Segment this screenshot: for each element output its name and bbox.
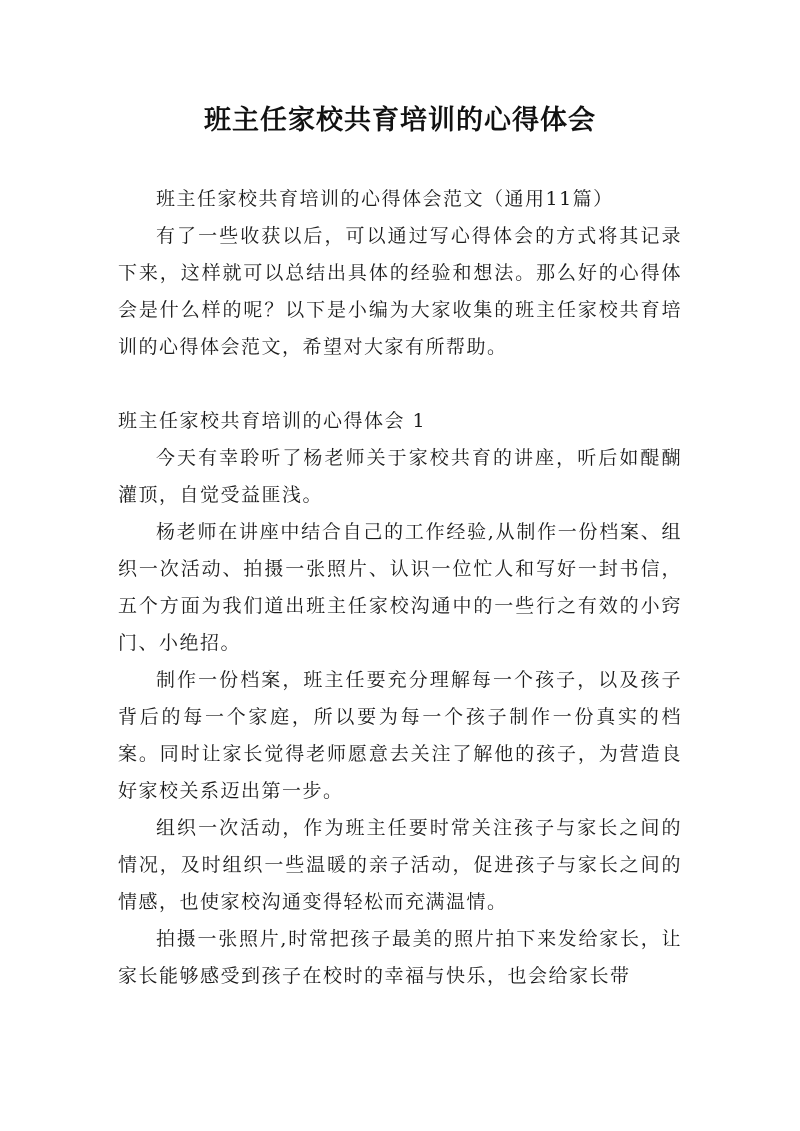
body-paragraph: 拍摄一张照片,时常把孩子最美的照片拍下来发给家长，让家长能够感受到孩子在校时的幸福与快乐，也会给家长带 [118, 928, 682, 987]
intro-heading-paragraph: 班主任家校共育培训的心得体会范文（通用11篇） [156, 188, 614, 210]
body-paragraph: 杨老师在讲座中结合自己的工作经验,从制作一份档案、组织一次活动、拍摄一张照片、认识一位忙人和写好一封书信，五个方面为我们道出班主任家校沟通中的一些行之有效的小窍门、小绝招。 [118, 521, 682, 654]
body-paragraph: 今天有幸聆听了杨老师关于家校共育的讲座，听后如醍醐灌顶，自觉受益匪浅。 [118, 447, 682, 506]
document-title: 班主任家校共育培训的心得体会 [204, 105, 596, 136]
body-paragraph: 组织一次活动，作为班主任要时常关注孩子与家长之间的情况，及时组织一些温暖的亲子活动，促进孩子与家长之间的情感，也使家校沟通变得轻松而充满温情。 [118, 817, 682, 913]
intro-paragraph: 有了一些收获以后，可以通过写心得体会的方式将其记录下来，这样就可以总结出具体的经验和想法。那么好的心得体会是什么样的呢？以下是小编为大家收集的班主任家校共育培训的心得体会范文，希望对大家有所帮助。 [118, 225, 682, 358]
document-body [118, 181, 682, 995]
body-paragraph: 制作一份档案，班主任要充分理解每一个孩子，以及孩子背后的每一个家庭，所以要为每一个孩子制作一份真实的档案。同时让家长觉得老师愿意去关注了解他的孩子，为营造良好家校关系迈出第一步。 [118, 669, 682, 802]
section-heading-1: 班主任家校共育培训的心得体会 1 [118, 410, 427, 432]
